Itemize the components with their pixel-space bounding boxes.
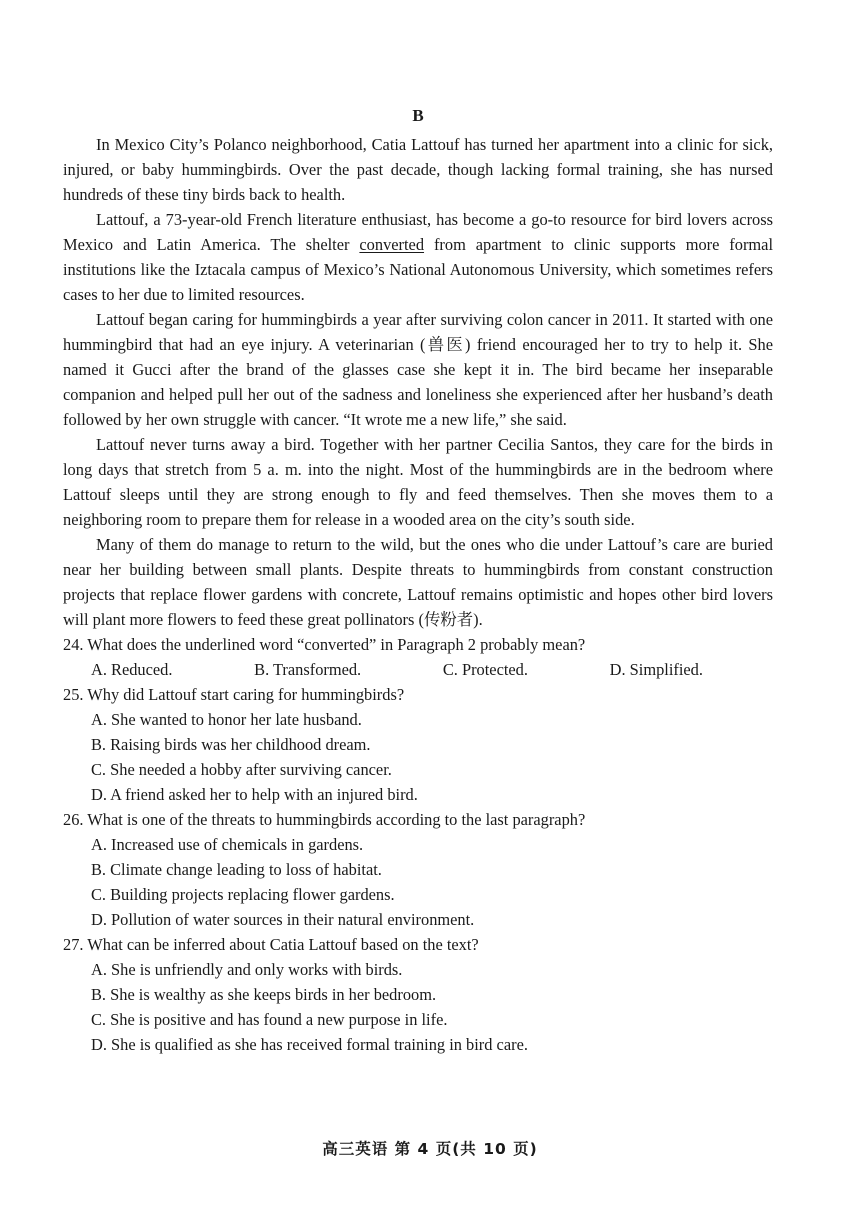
question-stem: 27. What can be inferred about Catia Lattouf based on the text? (63, 935, 479, 954)
passage-paragraph (63, 307, 773, 432)
answer-options (63, 707, 773, 807)
paragraph-text: Many of them do manage to return to the wild, but the ones who die under Lattouf’s care are buried near her building between small plants. Despite threats to hummingbirds from constant construction projects that replace flower gardens with concrete, Lattouf remains optimistic and hopes other bird lovers will plant more flowers to feed these great pollinators (传粉者). (63, 535, 773, 629)
answer-option: A. She wanted to honor her late husband. (91, 710, 362, 729)
passage-paragraph (63, 132, 773, 207)
answer-option: B. Raising birds was her childhood dream. (91, 735, 371, 754)
paragraph-text: Lattouf, a 73-year-old French literature enthusiast, has become a go-to resource for bird lovers across Mexico and Latin America. The shelter (63, 210, 773, 254)
answer-option: A. She is unfriendly and only works with birds. (91, 960, 403, 979)
answer-option: C. Building projects replacing flower gardens. (91, 885, 395, 904)
answer-option: D. A friend asked her to help with an injured bird. (91, 785, 418, 804)
question-stem: 25. Why did Lattouf start caring for hummingbirds? (63, 685, 405, 704)
passage-paragraph (63, 432, 773, 532)
question-stem: 24. What does the underlined word “converted” in Paragraph 2 probably mean? (63, 635, 586, 654)
paragraph-text: In Mexico City’s Polanco neighborhood, Catia Lattouf has turned her apartment into a clinic for sick, injured, or baby hummingbirds. Over the past decade, though lacking formal training, she has nursed hundreds of these tiny birds back to health. (63, 135, 773, 204)
answer-option: C. She needed a hobby after surviving cancer. (91, 760, 392, 779)
answer-options (63, 657, 703, 682)
answer-options (63, 957, 773, 1057)
answer-option: B. She is wealthy as she keeps birds in her bedroom. (91, 985, 437, 1004)
answer-option: A. Increased use of chemicals in gardens. (91, 835, 364, 854)
page-footer: 高三英语 第 4 页(共 10 页) (322, 1140, 538, 1158)
question-item (63, 807, 773, 932)
answer-option: C. Protected. (442, 660, 528, 679)
underlined-word: converted (359, 235, 425, 254)
question-stem: 26. What is one of the threats to hummingbirds according to the last paragraph? (63, 810, 586, 829)
answer-option: B. Transformed. (254, 660, 362, 679)
question-item (63, 682, 773, 807)
answer-option: B. Climate change leading to loss of habitat. (91, 860, 382, 879)
paragraph-text: Lattouf never turns away a bird. Together with her partner Cecilia Santos, they care for the birds in long days that stretch from 5 a. m. into the night. Most of the hummingbirds are in the bedroom where Lattouf sleeps until they are strong enough to fly and feed themselves. Then she moves them to a neighboring room to prepare them for release in a wooded area on the city’s south side. (63, 435, 773, 529)
answer-option: C. She is positive and has found a new purpose in life. (91, 1010, 448, 1029)
passage-paragraph (63, 532, 773, 632)
answer-options (63, 832, 773, 932)
reading-passage (63, 132, 773, 632)
answer-option: D. Simplified. (609, 660, 703, 679)
passage-paragraph (63, 207, 773, 307)
question-item (63, 632, 773, 682)
answer-option: D. Pollution of water sources in their natural environment. (91, 910, 475, 929)
section-title: B (412, 106, 424, 125)
paragraph-text: Lattouf began caring for hummingbirds a year after surviving colon cancer in 2011. It started with one hummingbird that had an eye injury. A veterinarian (兽医) friend encouraged her to try to help it. She named it Gucci after the brand of the glasses case she kept it in. The bird became her inseparable companion and helped pull her out of the sadness and loneliness she experienced after her husband’s death followed by her own struggle with cancer. “It wrote me a new life,” she said. (63, 310, 773, 429)
exam-page (63, 104, 773, 1057)
question-list (63, 632, 773, 1057)
answer-option: D. She is qualified as she has received formal training in bird care. (91, 1035, 528, 1054)
question-item (63, 932, 773, 1057)
answer-option: A. Reduced. (91, 660, 173, 679)
paragraph-text: from apartment to clinic supports more formal institutions like the Iztacala campus of Mexico’s National Autonomous University, which sometimes refers cases to her due to limited resources. (63, 235, 774, 304)
